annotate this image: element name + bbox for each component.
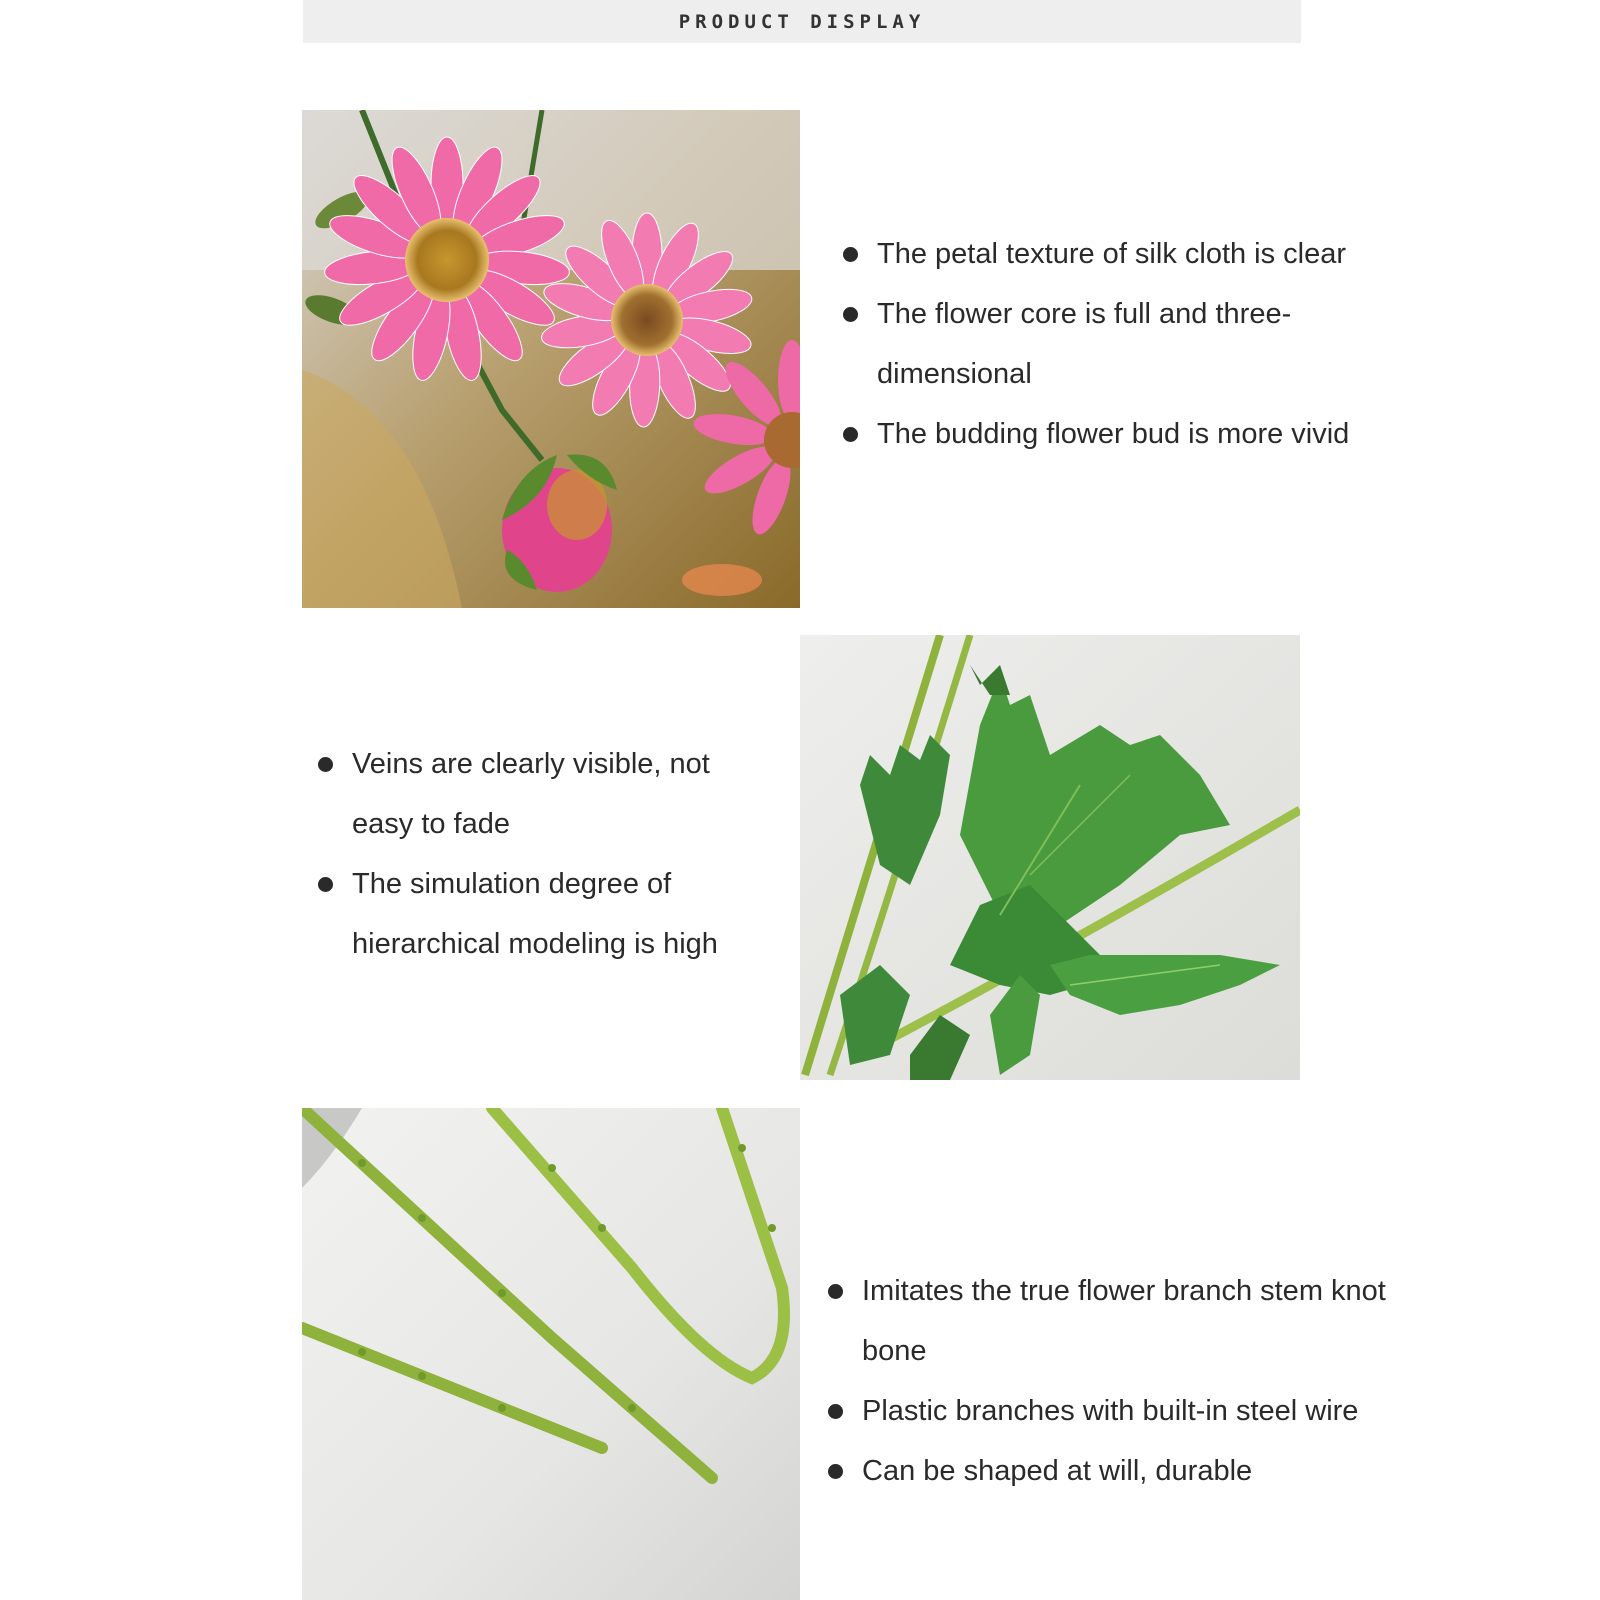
feature-list-leaves bbox=[318, 734, 778, 974]
list-item: The petal texture of silk cloth is clear bbox=[843, 224, 1373, 284]
list-item: Veins are clearly visible, not easy to fade bbox=[318, 734, 778, 854]
feature-list-petals bbox=[843, 224, 1373, 464]
bullet-icon bbox=[843, 307, 858, 322]
bullet-icon bbox=[828, 1284, 843, 1299]
bullet-icon bbox=[318, 877, 333, 892]
bullet-icon bbox=[843, 247, 858, 262]
list-item: The simulation degree of hierarchical modeling is high bbox=[318, 854, 778, 974]
bullet-icon bbox=[318, 757, 333, 772]
feature-list-stems bbox=[828, 1261, 1388, 1501]
list-item: Plastic branches with built-in steel wire bbox=[828, 1381, 1388, 1441]
green-stems-photo bbox=[302, 1108, 800, 1600]
bullet-icon bbox=[828, 1404, 843, 1419]
pink-daisy-flowers-photo bbox=[302, 110, 800, 608]
bullet-icon bbox=[828, 1464, 843, 1479]
header-bar bbox=[303, 0, 1301, 43]
page-title: PRODUCT DISPLAY bbox=[678, 10, 926, 33]
list-item: The budding flower bud is more vivid bbox=[843, 404, 1373, 464]
list-item: The flower core is full and three-dimensional bbox=[843, 284, 1373, 404]
green-leaves-photo bbox=[800, 635, 1300, 1080]
list-item: Can be shaped at will, durable bbox=[828, 1441, 1388, 1501]
bullet-icon bbox=[843, 427, 858, 442]
list-item: Imitates the true flower branch stem knot bone bbox=[828, 1261, 1388, 1381]
